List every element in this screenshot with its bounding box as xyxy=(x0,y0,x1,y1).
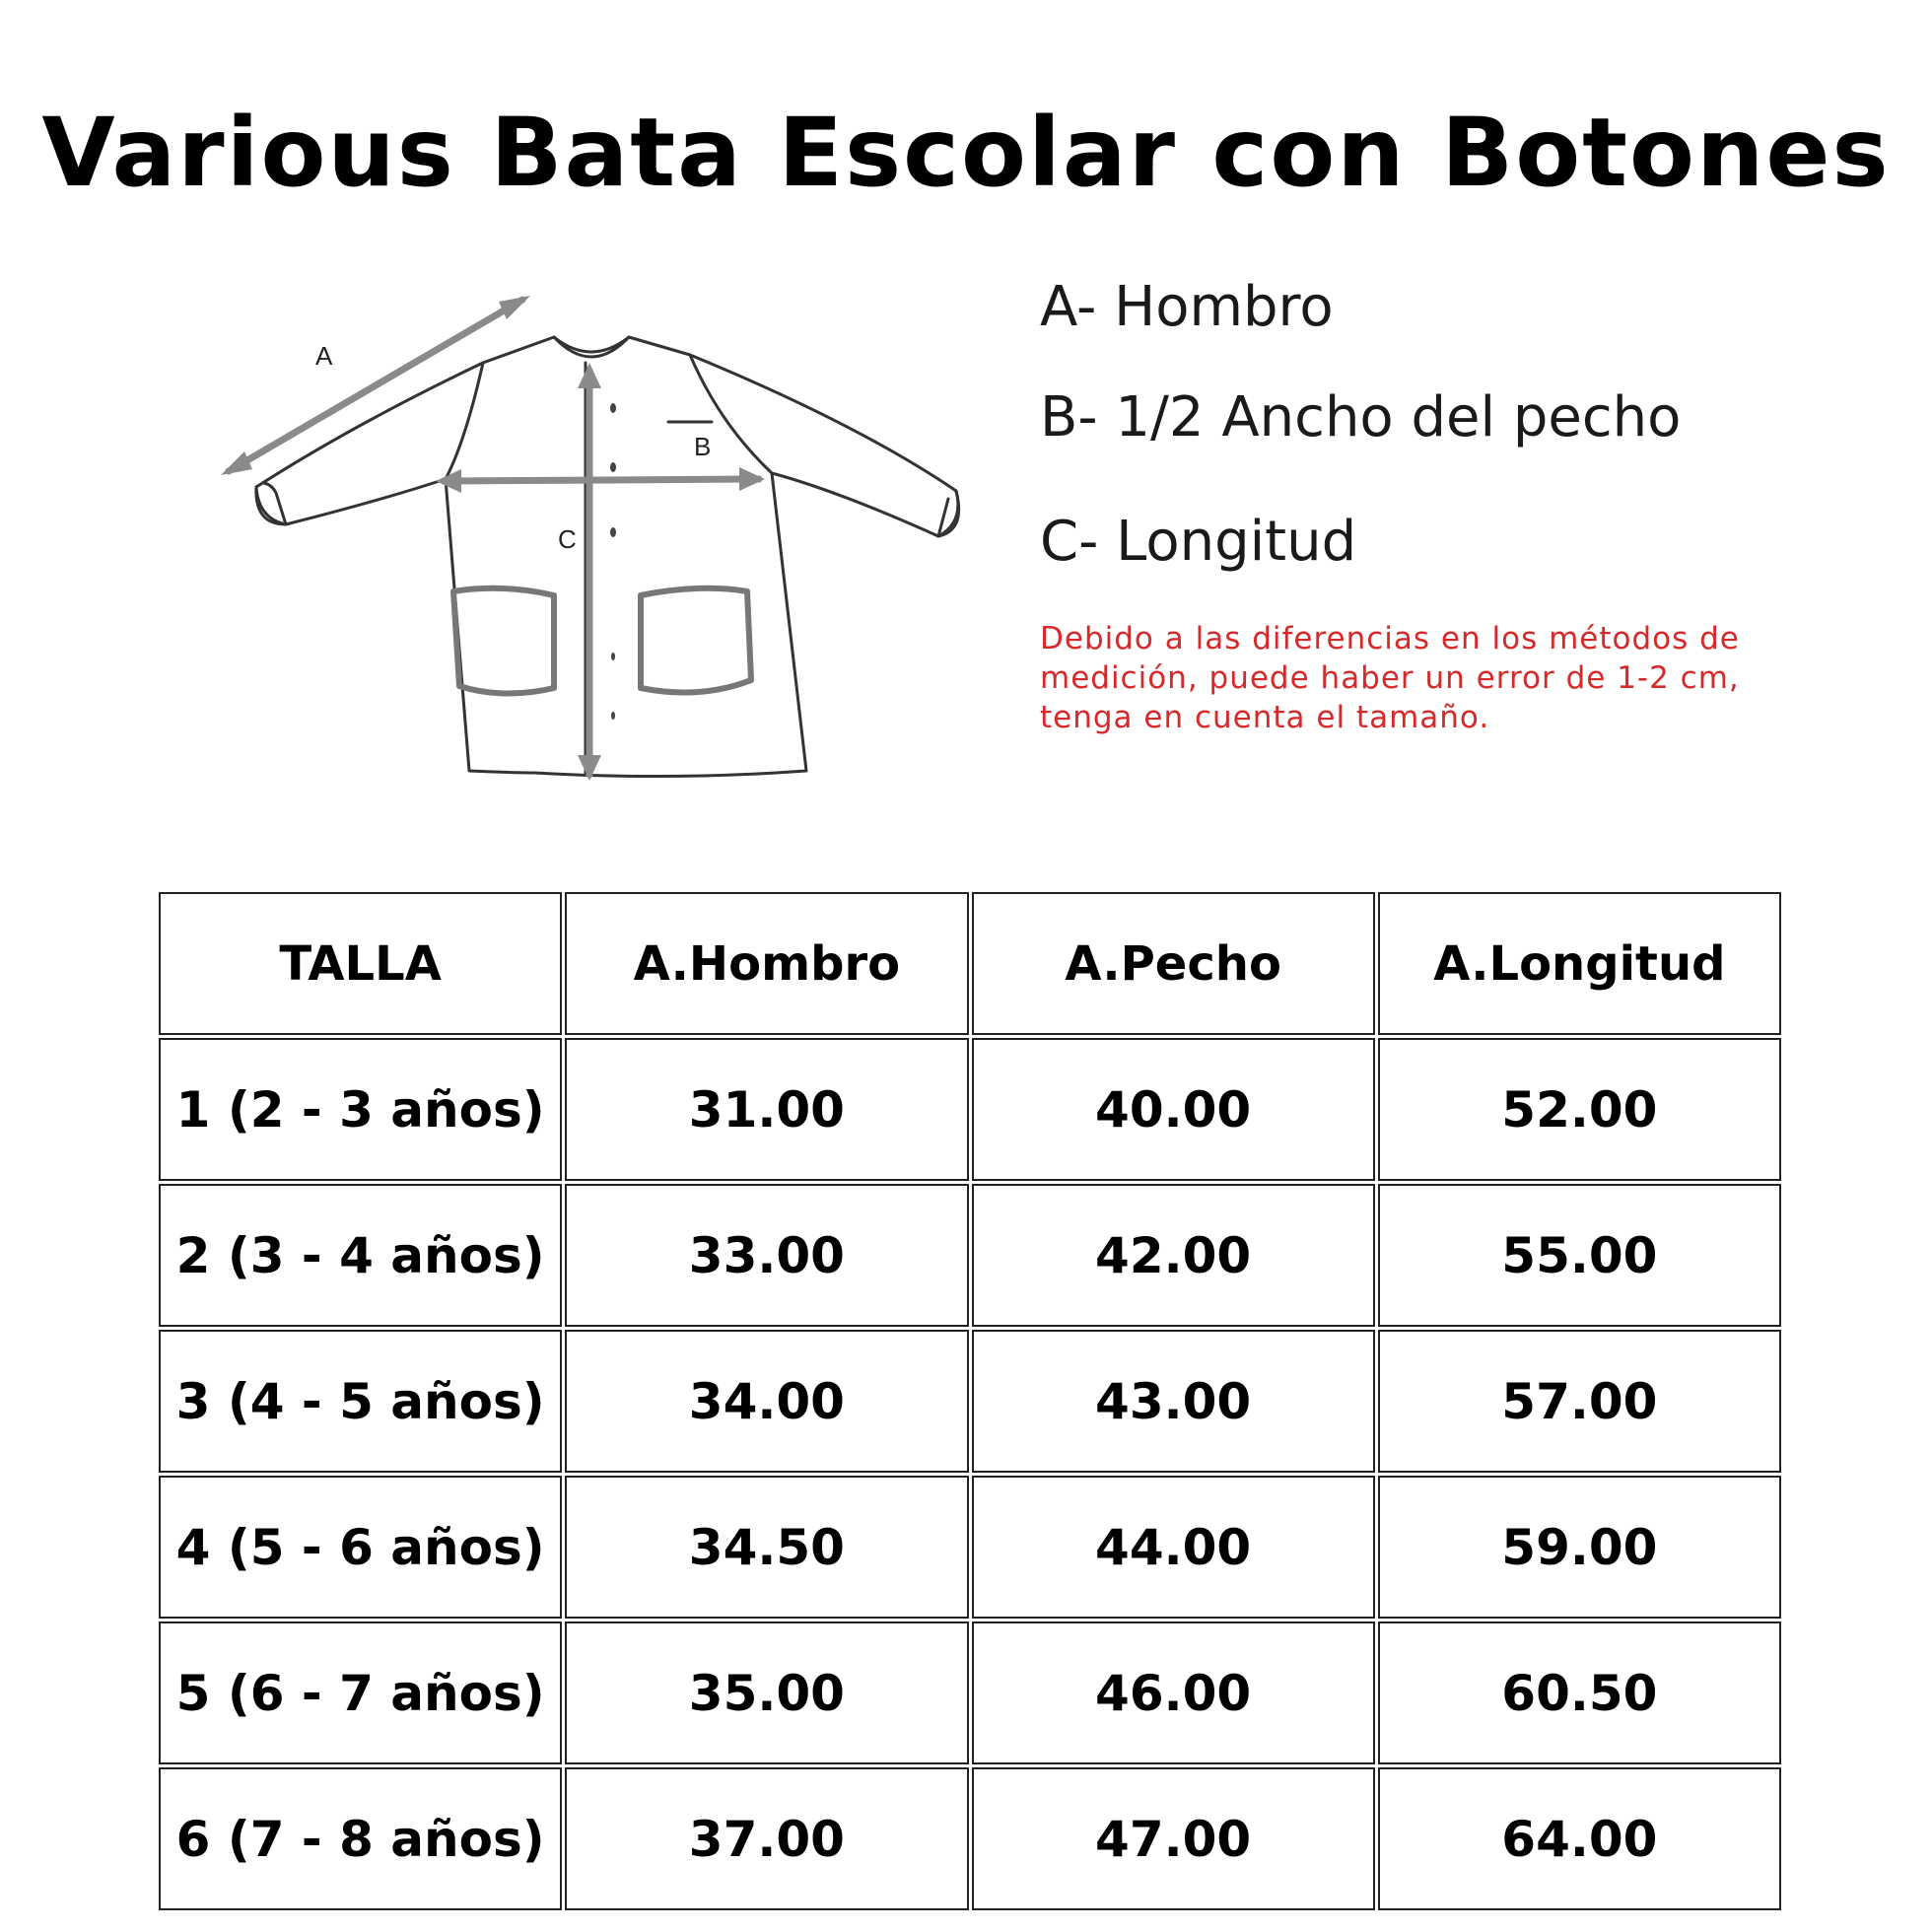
arrow-b-line xyxy=(444,479,759,481)
diagram-label-c: C xyxy=(558,524,577,554)
collar xyxy=(554,337,629,357)
right-pocket xyxy=(641,588,751,693)
cell-pecho: 46.00 xyxy=(972,1622,1375,1764)
cell-pecho: 40.00 xyxy=(972,1038,1375,1181)
cell-talla: 5 (6 - 7 años) xyxy=(159,1622,562,1764)
arrow-c-head-start xyxy=(578,363,601,388)
table-row xyxy=(159,1767,1781,1910)
cell-hombro: 35.00 xyxy=(565,1622,968,1764)
cell-pecho: 42.00 xyxy=(972,1184,1375,1327)
legend-pecho: B- 1/2 Ancho del pecho xyxy=(1040,385,1682,449)
table-row xyxy=(159,1038,1781,1181)
cell-longitud: 60.50 xyxy=(1378,1622,1781,1764)
measurement-note: Debido a las diferencias en los métodos de medición, puede haber un error de 1-2 cm, tenga en cuenta el tamaño. xyxy=(1040,621,1740,735)
table-header-row xyxy=(159,892,1781,1035)
cell-longitud: 64.00 xyxy=(1378,1767,1781,1910)
header-talla: TALLA xyxy=(159,892,562,1035)
arrow-a-head-start xyxy=(221,451,252,475)
diagram-label-b: B xyxy=(694,432,712,461)
legend-longitud: C- Longitud xyxy=(1040,510,1357,574)
header-hombro: A.Hombro xyxy=(565,892,968,1035)
cell-pecho: 43.00 xyxy=(972,1330,1375,1473)
garment-diagram xyxy=(207,266,976,798)
cell-talla: 2 (3 - 4 años) xyxy=(159,1184,562,1327)
legend-hombro: A- Hombro xyxy=(1040,275,1334,339)
cell-longitud: 59.00 xyxy=(1378,1476,1781,1619)
right-cuff xyxy=(938,491,958,536)
table-row xyxy=(159,1622,1781,1764)
page-title: Various Bata Escolar con Botones xyxy=(41,98,1891,208)
cell-hombro: 31.00 xyxy=(565,1038,968,1181)
cell-hombro: 37.00 xyxy=(565,1767,968,1910)
left-armhole xyxy=(446,363,483,479)
cell-pecho: 44.00 xyxy=(972,1476,1375,1619)
left-pocket xyxy=(453,588,554,694)
cell-talla: 1 (2 - 3 años) xyxy=(159,1038,562,1181)
header-pecho: A.Pecho xyxy=(972,892,1375,1035)
cell-hombro: 34.00 xyxy=(565,1330,968,1473)
cell-talla: 4 (5 - 6 años) xyxy=(159,1476,562,1619)
table-row xyxy=(159,1476,1781,1619)
cell-longitud: 52.00 xyxy=(1378,1038,1781,1181)
arrow-b-head-end xyxy=(739,467,765,491)
buttons xyxy=(610,403,616,720)
table-row xyxy=(159,1184,1781,1327)
size-table xyxy=(156,889,1784,1913)
arrow-a-head-end xyxy=(499,296,530,319)
header-longitud: A.Longitud xyxy=(1378,892,1781,1035)
cell-pecho: 47.00 xyxy=(972,1767,1375,1910)
cell-talla: 6 (7 - 8 años) xyxy=(159,1767,562,1910)
cell-hombro: 34.50 xyxy=(565,1476,968,1619)
cell-hombro: 33.00 xyxy=(565,1184,968,1327)
cell-longitud: 57.00 xyxy=(1378,1330,1781,1473)
cell-talla: 3 (4 - 5 años) xyxy=(159,1330,562,1473)
cell-longitud: 55.00 xyxy=(1378,1184,1781,1327)
table-row xyxy=(159,1330,1781,1473)
diagram-label-a: A xyxy=(315,341,333,371)
smock-outline xyxy=(256,337,959,777)
